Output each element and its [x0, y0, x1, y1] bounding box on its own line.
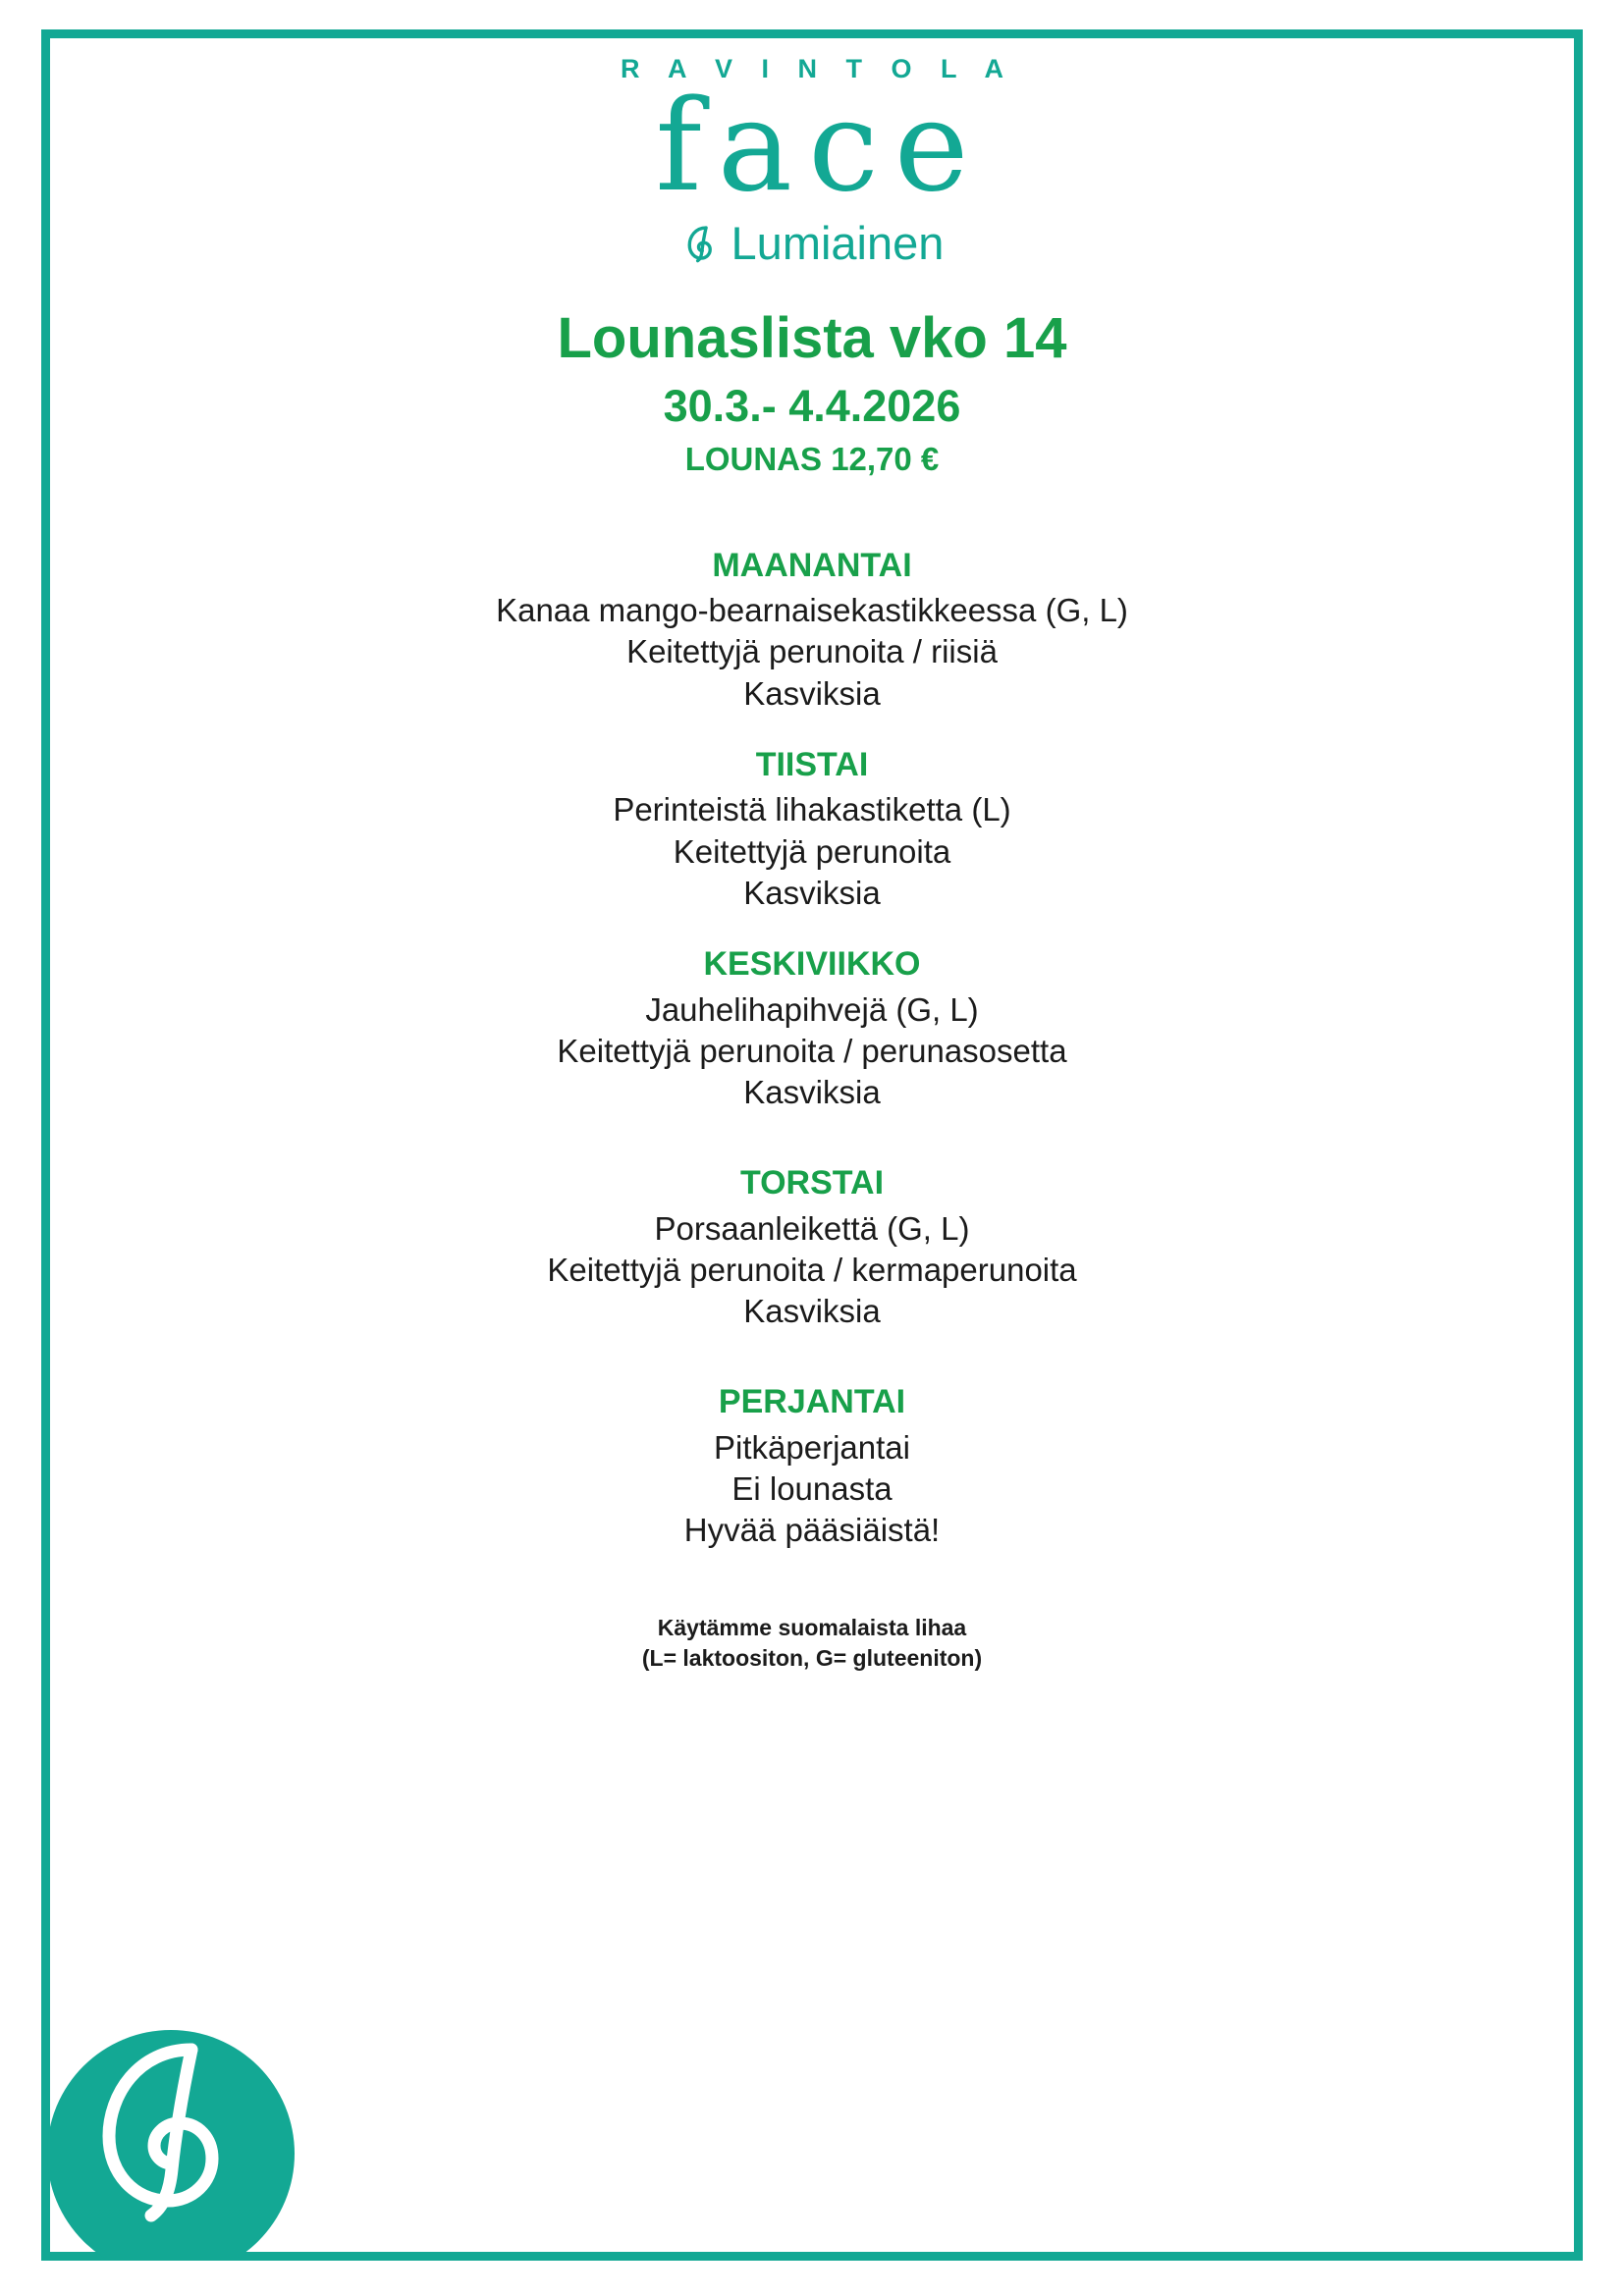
day-dishes — [50, 1427, 1574, 1552]
page-content — [50, 38, 1574, 2252]
day-dishes — [50, 590, 1574, 715]
dish-line: Perinteistä lihakastiketta (L) — [613, 791, 1011, 828]
day-dishes — [50, 1208, 1574, 1333]
menu-day-friday — [50, 1381, 1574, 1551]
day-name: KESKIVIIKKO — [703, 945, 921, 983]
day-dishes — [50, 789, 1574, 914]
day-dishes — [50, 989, 1574, 1114]
dish-line: Keitettyjä perunoita — [673, 832, 951, 870]
dish-line: Keitettyjä perunoita / perunasosetta — [557, 1032, 1067, 1069]
page-title: Lounaslista vko 14 — [557, 306, 1067, 370]
day-name: TORSTAI — [739, 1164, 885, 1202]
brand-face-text: face — [655, 74, 985, 220]
menu-day-thursday — [50, 1162, 1574, 1332]
footnote-line-1: Käytämme suomalaista lihaa — [657, 1614, 967, 1640]
dish-line: Kasviksia — [743, 874, 881, 911]
brand-ravintola-text: R A V I N T O L A — [620, 54, 1014, 83]
brand-logo — [610, 54, 1014, 269]
dish-line: Hyvää pääsiäistä! — [683, 1512, 941, 1549]
lumiainen-swirl-icon — [680, 223, 722, 264]
dish-line: Keitettyjä perunoita / riisiä — [626, 633, 998, 670]
dish-line: Kasviksia — [743, 1293, 881, 1330]
corner-lumiainen-icon — [44, 2004, 298, 2258]
day-name: PERJANTAI — [718, 1383, 906, 1421]
dish-line: Pitkäperjantai — [714, 1428, 910, 1466]
date-range: 30.3.- 4.4.2026 — [663, 380, 961, 431]
menu-day-wednesday — [50, 943, 1574, 1113]
day-name: MAANANTAI — [712, 546, 912, 584]
dish-line: Kanaa mango-bearnaisekastikkeessa (G, L) — [496, 592, 1128, 629]
dish-line: Keitettyjä perunoita / kermaperunoita — [547, 1251, 1077, 1288]
dish-line: Porsaanleikettä (G, L) — [654, 1209, 970, 1247]
dish-line: Kasviksia — [743, 1073, 881, 1110]
weekly-menu-list — [50, 545, 1574, 1552]
dish-line: Ei lounasta — [731, 1470, 893, 1508]
day-name: TIISTAI — [755, 745, 869, 783]
menu-day-tuesday — [50, 744, 1574, 914]
brand-sub-name: Lumiainen — [731, 217, 945, 269]
footnote-line-2: (L= laktoositon, G= gluteeniton) — [641, 1644, 983, 1671]
menu-day-monday — [50, 545, 1574, 715]
allergen-footnote — [642, 1613, 982, 1674]
lunch-price: LOUNAS 12,70 € — [684, 441, 940, 478]
brand-sub-lockup — [610, 217, 1014, 269]
dish-line: Kasviksia — [743, 674, 881, 712]
dish-line: Jauhelihapihvejä (G, L) — [645, 990, 979, 1028]
